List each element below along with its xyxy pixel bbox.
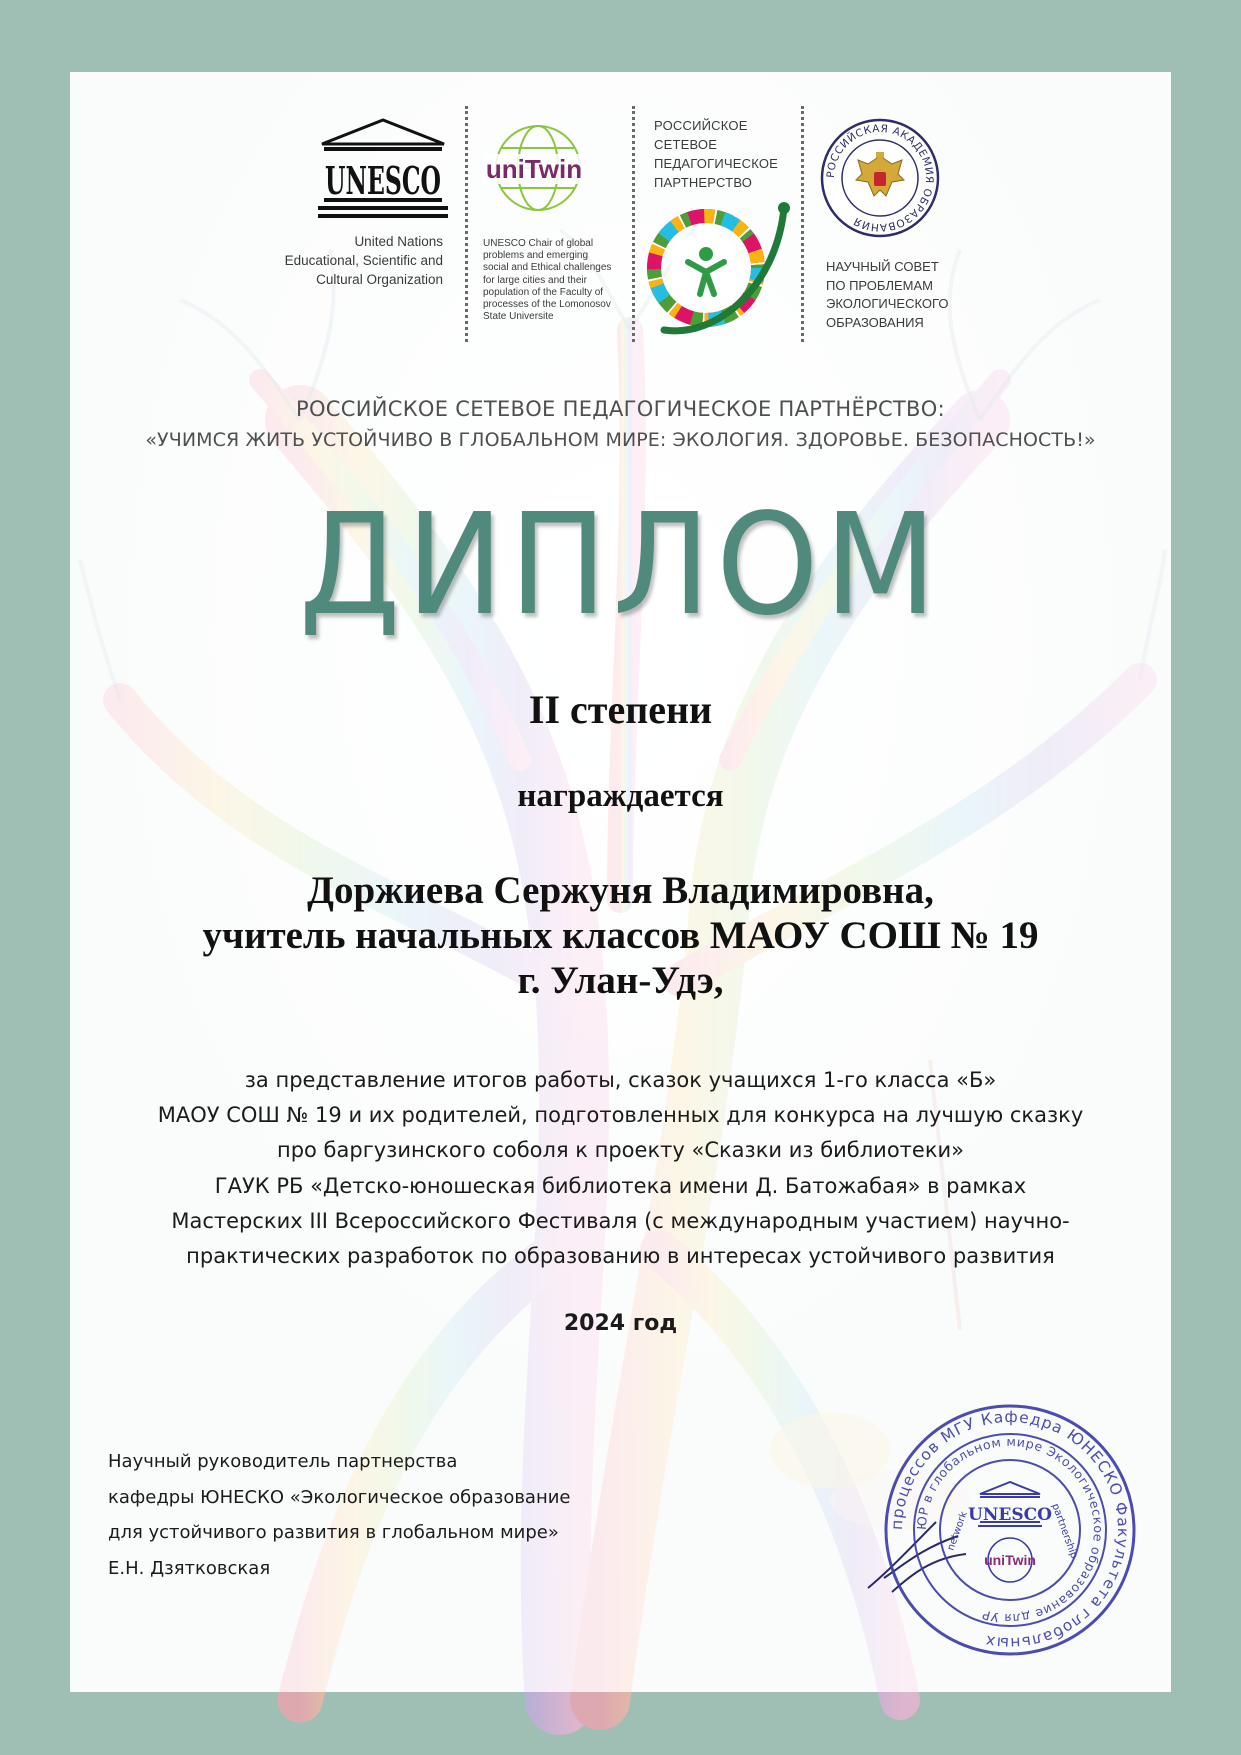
unitwin-caption: UNESCO Chair of global problems and emerging social and Ethical challenges for large cities and their population of the Faculty of processes of the Lomonosov State Universite [483,238,612,323]
reason-line: практических разработок по образованию в интересах устойчивого развития [186,1244,1055,1269]
sdg-wheel-logo [646,198,796,338]
council-caption: НАУЧНЫЙ СОВЕТ ПО ПРОБЛЕМАМ ЭКОЛОГИЧЕСКОГО ОБРАЗОВАНИЯ [826,259,949,330]
unitwin-logo [480,116,590,222]
unesco-wordmark: UNESCO [325,158,441,203]
recipient-name: Доржиева Сержуня Владимировна, [307,869,934,912]
network-caption: РОССИЙСКОЕ СЕТЕВОЕ ПЕДАГОГИЧЕСКОЕ ПАРТНЕРСТВО [654,118,779,190]
stamp-partnership-word: partnership [1049,1502,1080,1561]
academy-ring-text: РОССИЙСКАЯ АКАДЕМИЯ ОБРАЗОВАНИЯ [824,122,936,234]
unesco-logo [318,118,448,222]
partnership-title: РОССИЙСКОЕ СЕТЕВОЕ ПЕДАГОГИЧЕСКОЕ ПАРТНЁРСТВО: [296,397,945,421]
separator [465,106,468,342]
diploma-degree: II степени [528,687,713,732]
recipient-position: учитель начальных классов МАОУ СОШ № 19 [202,914,1039,957]
stamp-network-word: network [945,1510,970,1553]
award-reason [90,1063,1151,1274]
reason-line: Мастерских III Всероссийского Фестиваля (с международным участием) научно- [171,1208,1070,1233]
stamp-unesco-word: UNESCO [968,1505,1052,1525]
stamp-outer-text: процессов МГУ Кафедра ЮНЕСКО Факультета глобальных [887,1407,1133,1653]
reason-line: за представление итогов работы, сказок учащихся 1-го класса «Б» [244,1068,997,1092]
awarded-label: награждается [517,778,724,814]
diploma-title: ДИПЛОМ [298,484,943,647]
reason-line: МАОУ СОШ № 19 и их родителей, подготовленных для конкурса на лучшую сказку [157,1103,1084,1128]
unitwin-wordmark: uniTwin [485,154,583,184]
separator [632,106,635,342]
award-year: 2024 год [563,1311,678,1336]
unesco-caption: United Nations Educational, Scientific and Cultural Organization [284,234,443,287]
separator [801,106,804,342]
signatory-name: Е.Н. Дзятковская [108,1557,271,1579]
logo-row [0,0,1241,360]
signatory-line: для устойчивого развития в глобальном мире» [108,1522,559,1543]
stamp-unitwin-word: uniTwin [984,1552,1036,1568]
recipient-city: г. Улан-Удэ, [517,959,724,1002]
stamp-inner-text: ЮР в глобальном мире Экологическое образование для УР [913,1433,1107,1627]
academy-emblem [818,116,942,240]
signatory-line: Научный руководитель партнерства [108,1451,458,1472]
reason-line: ГАУК РБ «Детско-юношеская библиотека имени Д. Батожабая» в рамках [214,1173,1027,1198]
partnership-motto: «УЧИМСЯ ЖИТЬ УСТОЙЧИВО В ГЛОБАЛЬНОМ МИРЕ: ЭКОЛОГИЯ. ЗДОРОВЬЕ. БЕЗОПАСНОСТЬ!» [145,429,1096,451]
reason-line: про баргузинского соболя к проекту «Сказки из библиотеки» [276,1138,965,1163]
official-stamp [880,1400,1140,1660]
signatory-line: кафедры ЮНЕСКО «Экологическое образование [108,1486,571,1508]
signatory-block [108,1444,648,1586]
